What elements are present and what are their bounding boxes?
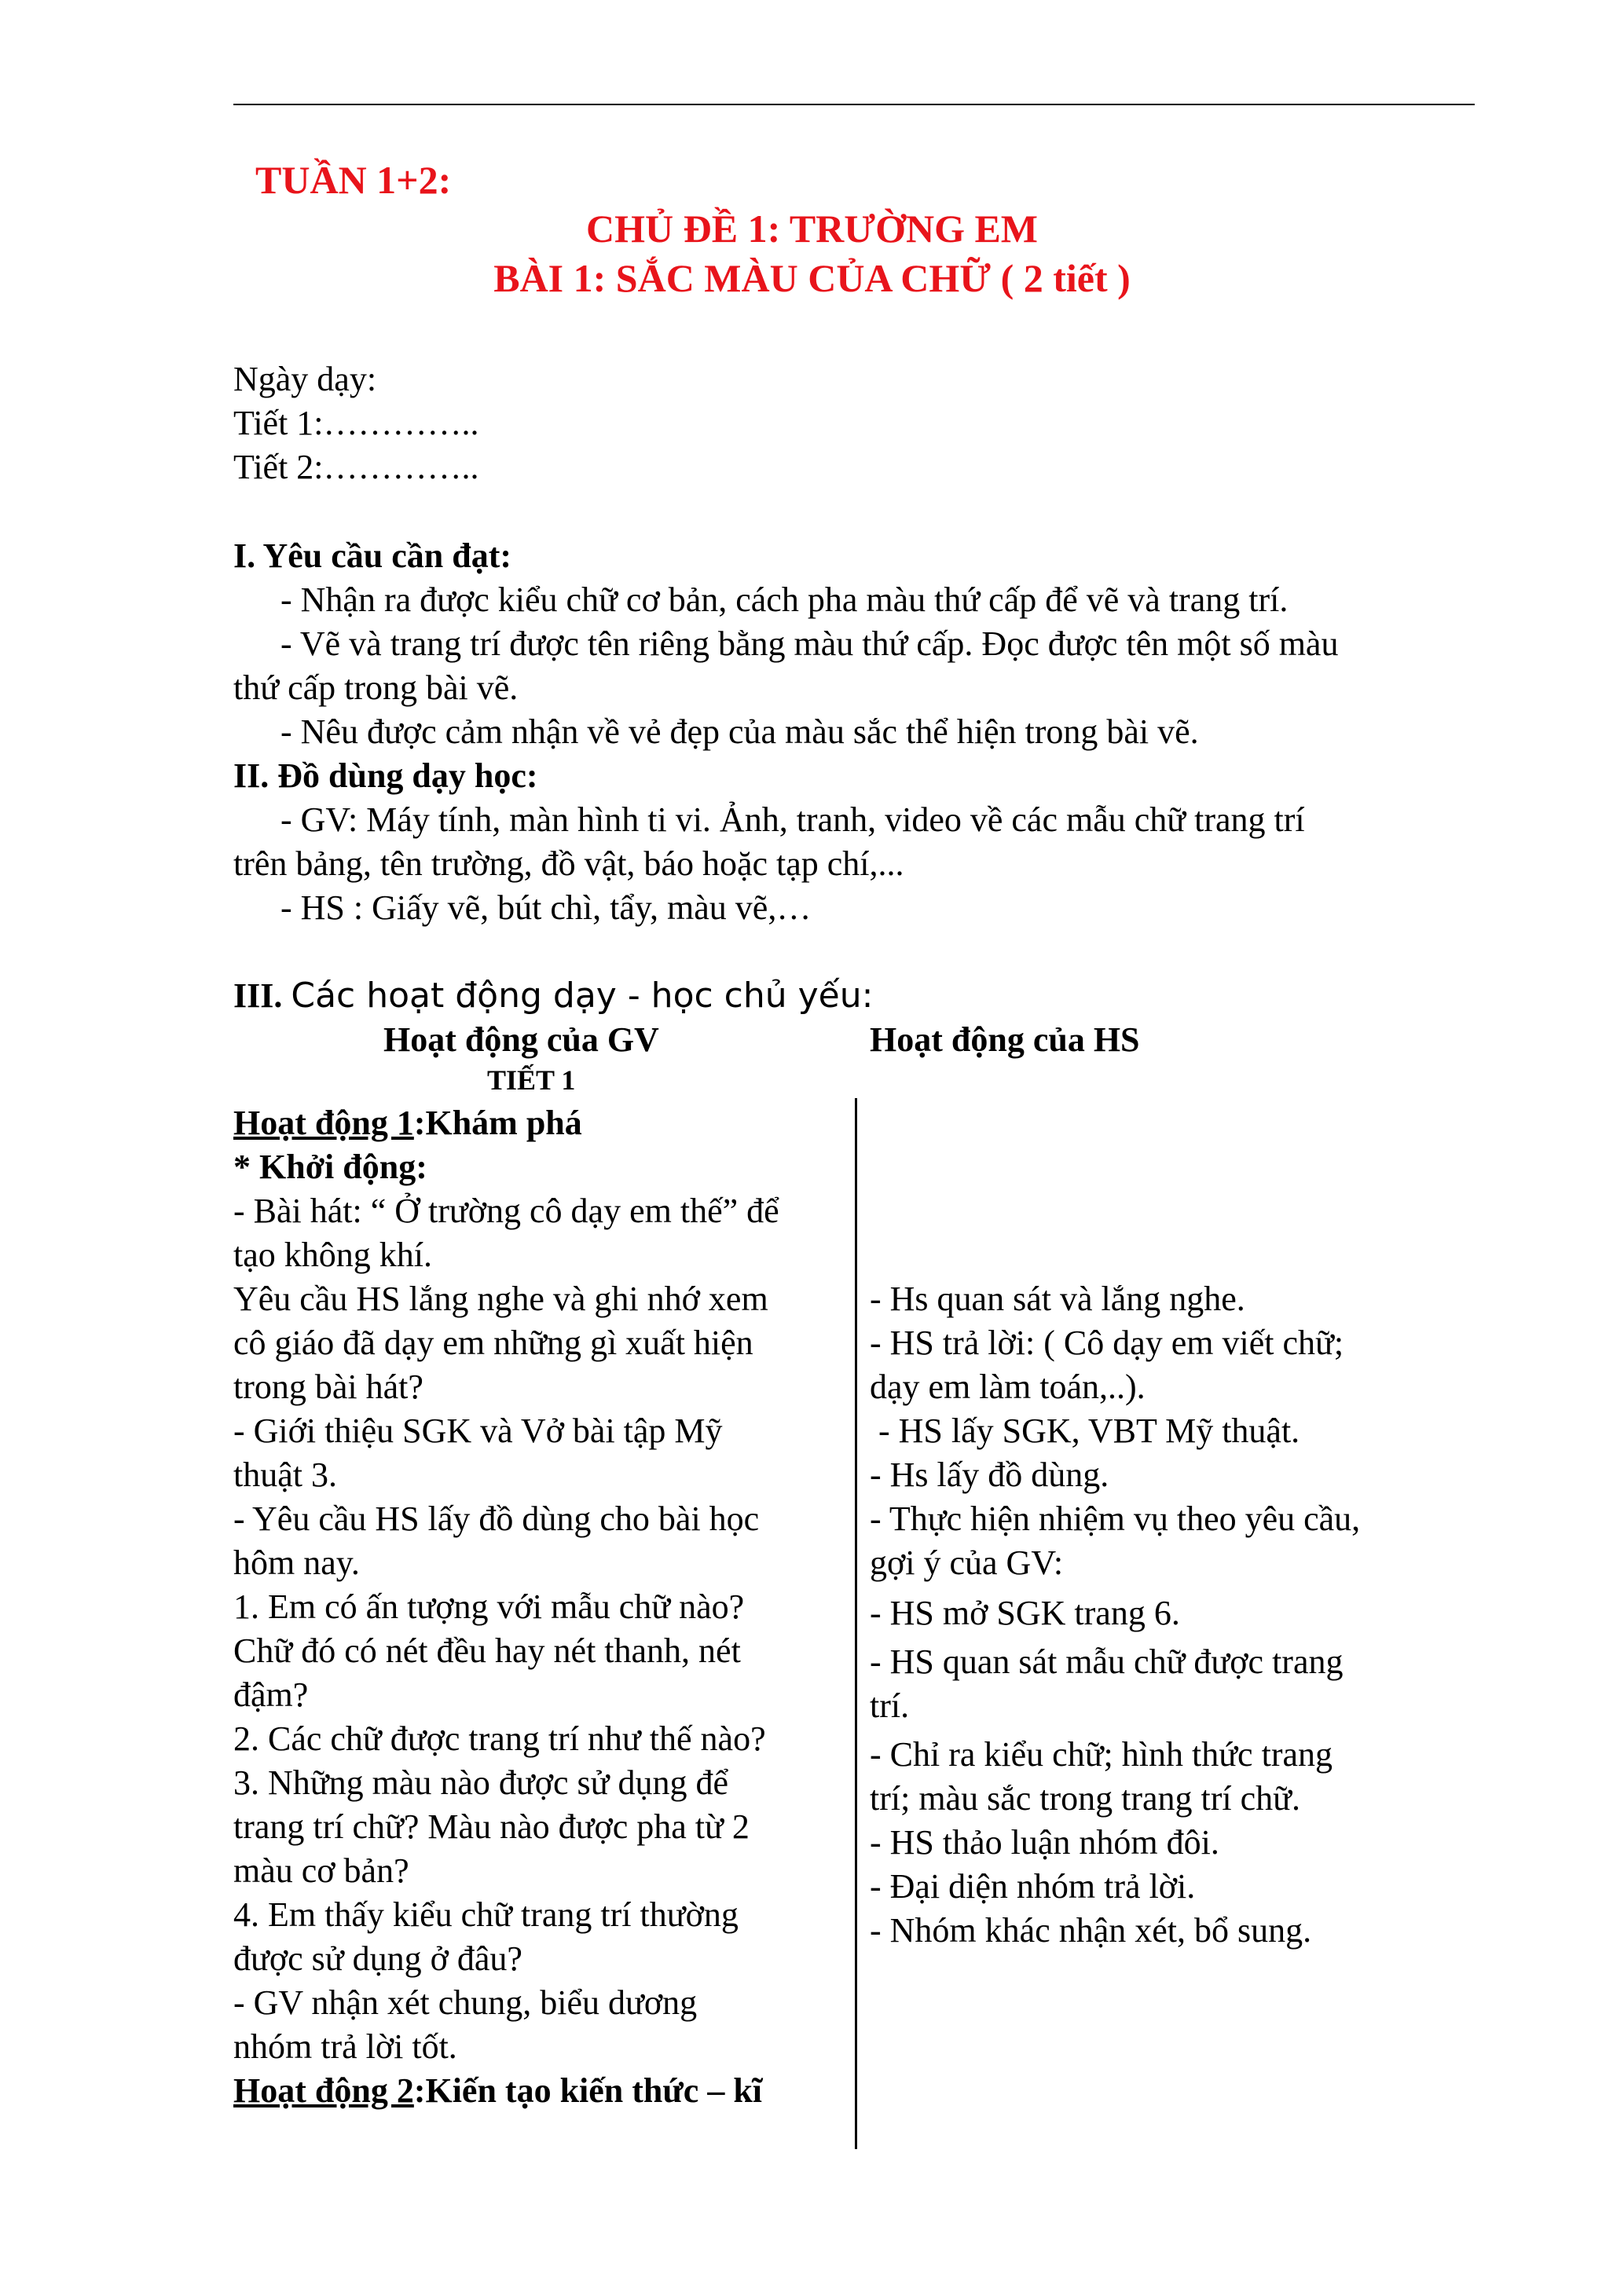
requirement-item: - Vẽ và trang trí được tên riêng bằng màu thứ cấp. Đọc được tên một số màu	[280, 624, 1339, 663]
section-3-number: III.	[233, 976, 283, 1015]
student-line: - HS thảo luận nhóm đôi.	[870, 1823, 1219, 1862]
activity-1-label: Hoạt động 1	[233, 1104, 414, 1142]
teacher-line: trong bài hát?	[233, 1368, 423, 1406]
student-line: trí.	[870, 1686, 910, 1725]
section-3-text: Các hoạt động dạy - học chủ yếu:	[291, 976, 874, 1016]
activity-1-title: :Khám phá	[413, 1104, 582, 1142]
week-title: TUẦN 1+2:	[255, 158, 452, 202]
activity-2-heading	[233, 2069, 846, 2113]
section-2-title: II. Đồ dùng dạy học:	[233, 756, 538, 795]
requirements-section	[233, 534, 1475, 930]
teacher-line: đậm?	[233, 1675, 309, 1714]
teacher-line: Chữ đó có nét đều hay nét thanh, nét	[233, 1631, 741, 1670]
requirement-item-cont: thứ cấp trong bài vẽ.	[233, 668, 519, 707]
dates-block	[233, 357, 1475, 489]
student-line: - Hs lấy đồ dùng.	[870, 1456, 1109, 1494]
teacher-line: được sử dụng ở đâu?	[233, 1939, 522, 1978]
period-2-date: Tiết 2:…………..	[233, 448, 479, 486]
student-line: dạy em làm toán,..).	[870, 1368, 1146, 1406]
teacher-line: thuật 3.	[233, 1456, 337, 1494]
teacher-line: hôm nay.	[233, 1543, 360, 1582]
student-line: - HS trả lời: ( Cô dạy em viết chữ;	[870, 1324, 1344, 1362]
student-line: - HS mở SGK trang 6.	[870, 1594, 1180, 1632]
section-1-title: I. Yêu cầu cần đạt:	[233, 536, 512, 575]
teacher-line: - Bài hát: “ Ở trường cô dạy em thế” để	[233, 1192, 779, 1230]
activity-1-heading	[233, 1101, 846, 1145]
student-column-header: Hoạt động của HS	[870, 1020, 1140, 1059]
topic-title: CHỦ ĐỀ 1: TRƯỜNG EM	[586, 207, 1038, 251]
section-3-title	[233, 974, 1475, 1018]
requirement-item: - Nêu được cảm nhận về vẻ đẹp của màu sắc thể hiện trong bài vẽ.	[280, 712, 1199, 751]
teacher-line: cô giáo đã dạy em những gì xuất hiện	[233, 1324, 753, 1362]
teacher-line: 3. Những màu nào được sử dụng để	[233, 1763, 729, 1802]
teacher-line: trang trí chữ? Màu nào được pha từ 2	[233, 1807, 750, 1846]
student-line: - HS quan sát mẫu chữ được trang	[870, 1642, 1344, 1681]
teacher-line: 1. Em có ấn tượng với mẫu chữ nào?	[233, 1587, 745, 1626]
teacher-activities	[233, 1101, 846, 2113]
teacher-line: nhóm trả lời tốt.	[233, 2027, 457, 2066]
teacher-column-header: Hoạt động của GV	[383, 1020, 659, 1059]
teaching-day: Ngày dạy:	[233, 360, 377, 398]
student-line: - Nhóm khác nhận xét, bổ sung.	[870, 1911, 1312, 1950]
teacher-line: màu cơ bản?	[233, 1851, 409, 1890]
requirement-item: - Nhận ra được kiểu chữ cơ bản, cách pha màu thứ cấp để vẽ và trang trí.	[280, 580, 1289, 619]
student-line: - Chỉ ra kiểu chữ; hình thức trang	[870, 1735, 1333, 1774]
warmup-heading: * Khởi động:	[233, 1148, 427, 1186]
materials-item: - GV: Máy tính, màn hình ti vi. Ảnh, tranh, video về các mẫu chữ trang trí	[280, 800, 1305, 839]
student-line: - Đại diện nhóm trả lời.	[870, 1867, 1196, 1906]
teacher-line: 2. Các chữ được trang trí như thế nào?	[233, 1719, 766, 1758]
student-line: - Hs quan sát và lắng nghe.	[870, 1280, 1245, 1318]
teacher-line: tạo không khí.	[233, 1236, 432, 1274]
student-activities	[870, 1277, 1420, 1953]
lesson-title: BÀI 1: SẮC MÀU CỦA CHỮ ( 2 tiết )	[493, 256, 1131, 300]
column-divider	[855, 1098, 857, 2149]
materials-item: - HS : Giấy vẽ, bút chì, tẩy, màu vẽ,…	[280, 888, 812, 927]
period-1-date: Tiết 1:…………..	[233, 404, 479, 442]
teacher-line: 4. Em thấy kiểu chữ trang trí thường	[233, 1895, 739, 1934]
student-line: - HS lấy SGK, VBT Mỹ thuật.	[870, 1412, 1300, 1450]
teacher-line: Yêu cầu HS lắng nghe và ghi nhớ xem	[233, 1280, 768, 1318]
activity-2-label: Hoạt động 2	[233, 2071, 414, 2110]
activity-2-title: :Kiến tạo kiến thức – kĩ	[413, 2071, 763, 2110]
period-label: TIẾT 1	[487, 1064, 576, 1096]
student-line: trí; màu sắc trong trang trí chữ.	[870, 1779, 1301, 1818]
teacher-line: - Yêu cầu HS lấy đồ dùng cho bài học	[233, 1500, 760, 1538]
student-line: gợi ý của GV:	[870, 1543, 1064, 1582]
header-rule	[233, 104, 1475, 105]
materials-item-cont: trên bảng, tên trường, đồ vật, báo hoặc tạp chí,...	[233, 844, 904, 883]
teacher-line: - Giới thiệu SGK và Vở bài tập Mỹ	[233, 1412, 723, 1450]
student-line: - Thực hiện nhiệm vụ theo yêu cầu,	[870, 1500, 1361, 1538]
teacher-line: - GV nhận xét chung, biểu dương	[233, 1983, 698, 2022]
